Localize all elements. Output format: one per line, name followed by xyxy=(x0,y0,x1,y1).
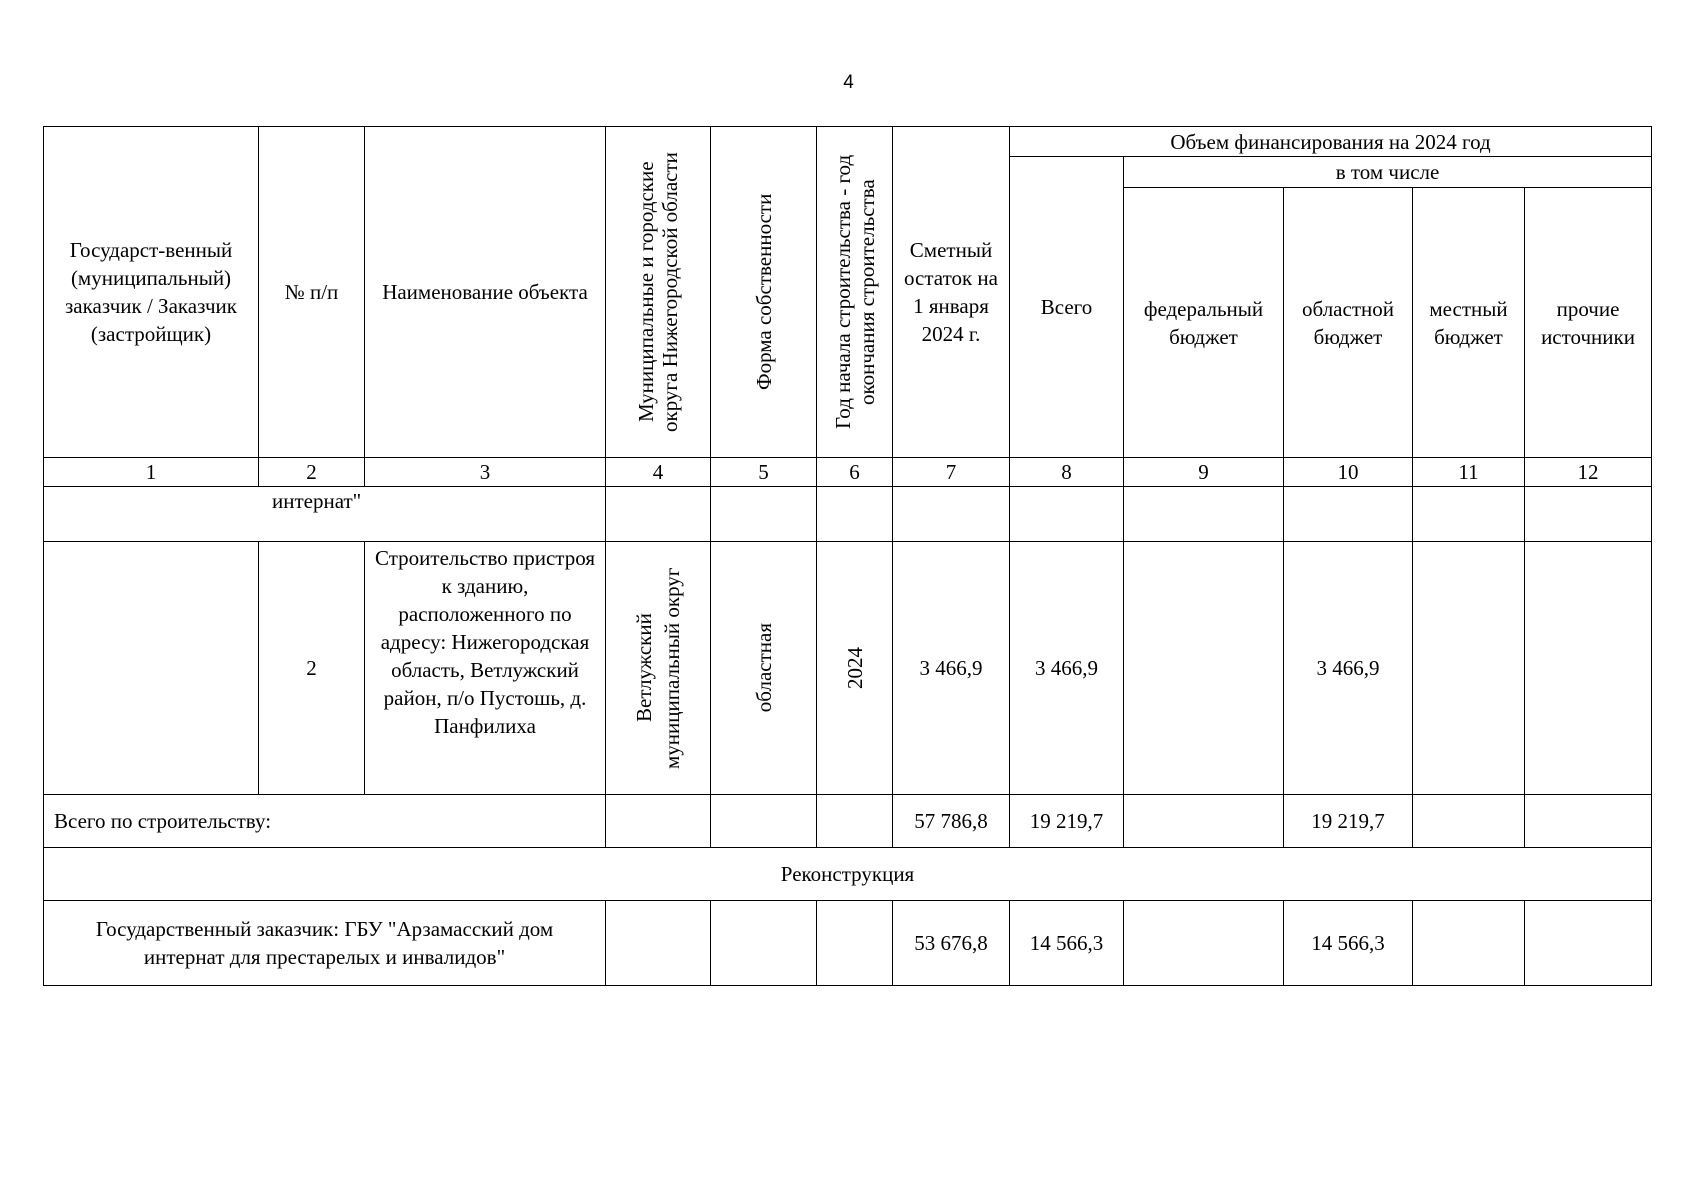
column-number: 2 xyxy=(259,458,365,487)
header-customer: Государст-венный (муниципальный) заказчик / Заказчик (застройщик) xyxy=(44,127,259,458)
header-total: Всего xyxy=(1010,157,1124,458)
empty-cell xyxy=(606,487,711,542)
empty-cell xyxy=(817,795,893,848)
object-ownership xyxy=(711,542,817,795)
customer-estimate-balance: 53 676,8 xyxy=(893,901,1010,986)
object-number: 2 xyxy=(259,542,365,795)
header-federal: федеральный бюджет xyxy=(1124,188,1284,458)
header-estimate-balance: Сметный остаток на 1 января 2024 г. xyxy=(893,127,1010,458)
continuation-cell xyxy=(44,487,606,542)
header-number: № п/п xyxy=(259,127,365,458)
object-name: Строительство пристроя к зданию, расположенного по адресу: Нижегородская область, Ветлужский район, п/о Пустошь, д. Панфилиха xyxy=(365,542,606,795)
column-number: 5 xyxy=(711,458,817,487)
empty-cell xyxy=(1525,901,1652,986)
column-number: 8 xyxy=(1010,458,1124,487)
customer-total: 14 566,3 xyxy=(1010,901,1124,986)
empty-cell xyxy=(711,795,817,848)
empty-cell xyxy=(1010,487,1124,542)
continuation-text: интернат" xyxy=(272,489,362,513)
construction-total-label: Всего по строительству: xyxy=(44,795,606,848)
header-years xyxy=(817,127,893,458)
empty-cell xyxy=(1413,901,1525,986)
object-total: 3 466,9 xyxy=(1010,542,1124,795)
empty-cell xyxy=(1284,487,1413,542)
financing-table xyxy=(43,126,1652,986)
column-number: 10 xyxy=(1284,458,1413,487)
column-number: 1 xyxy=(44,458,259,487)
empty-cell xyxy=(1413,487,1525,542)
object-local xyxy=(1413,542,1525,795)
empty-cell xyxy=(1525,795,1652,848)
empty-cell xyxy=(606,795,711,848)
column-number: 9 xyxy=(1124,458,1284,487)
section-heading: Реконструкция xyxy=(44,848,1652,901)
header-district xyxy=(606,127,711,458)
header-local: местный бюджет xyxy=(1413,188,1525,458)
customer-label: Государственный заказчик: ГБУ "Арзамасский дом интернат для престарелых и инвалидов" xyxy=(44,901,606,986)
column-number: 6 xyxy=(817,458,893,487)
header-object-name: Наименование объекта xyxy=(365,127,606,458)
page-number: 4 xyxy=(843,72,854,93)
column-number: 7 xyxy=(893,458,1010,487)
header-ownership-text: Форма собственности xyxy=(751,193,776,391)
empty-cell xyxy=(1124,901,1284,986)
empty-cell xyxy=(1124,795,1284,848)
header-other: прочие источники xyxy=(1525,188,1652,458)
customer-regional: 14 566,3 xyxy=(1284,901,1413,986)
object-customer-cell xyxy=(44,542,259,795)
header-district-text: Муниципальные и городские округа Нижегородской области xyxy=(634,152,682,432)
column-number: 12 xyxy=(1525,458,1652,487)
header-including-group: в том числе xyxy=(1124,157,1652,188)
column-number: 3 xyxy=(365,458,606,487)
object-regional: 3 466,9 xyxy=(1284,542,1413,795)
object-ownership-text: областная xyxy=(751,623,776,713)
column-number: 4 xyxy=(606,458,711,487)
empty-cell xyxy=(1525,487,1652,542)
header-funding-group: Объем финансирования на 2024 год xyxy=(1010,127,1652,157)
empty-cell xyxy=(711,487,817,542)
object-district xyxy=(606,542,711,795)
empty-cell xyxy=(817,901,893,986)
empty-cell xyxy=(1124,487,1284,542)
empty-cell xyxy=(711,901,817,986)
object-estimate-balance: 3 466,9 xyxy=(893,542,1010,795)
object-other xyxy=(1525,542,1652,795)
object-district-text: Ветлужский муниципальный округ xyxy=(632,567,684,769)
object-years-text: 2024 xyxy=(842,647,867,689)
construction-total-total: 19 219,7 xyxy=(1010,795,1124,848)
construction-total-estimate-balance: 57 786,8 xyxy=(893,795,1010,848)
empty-cell xyxy=(606,901,711,986)
empty-cell xyxy=(817,487,893,542)
header-regional: областной бюджет xyxy=(1284,188,1413,458)
empty-cell xyxy=(1413,795,1525,848)
column-number: 11 xyxy=(1413,458,1525,487)
header-ownership xyxy=(711,127,817,458)
construction-total-regional: 19 219,7 xyxy=(1284,795,1413,848)
header-years-text: Год начала строительства - год окончания строительства xyxy=(830,154,879,430)
empty-cell xyxy=(893,487,1010,542)
object-federal xyxy=(1124,542,1284,795)
object-years xyxy=(817,542,893,795)
